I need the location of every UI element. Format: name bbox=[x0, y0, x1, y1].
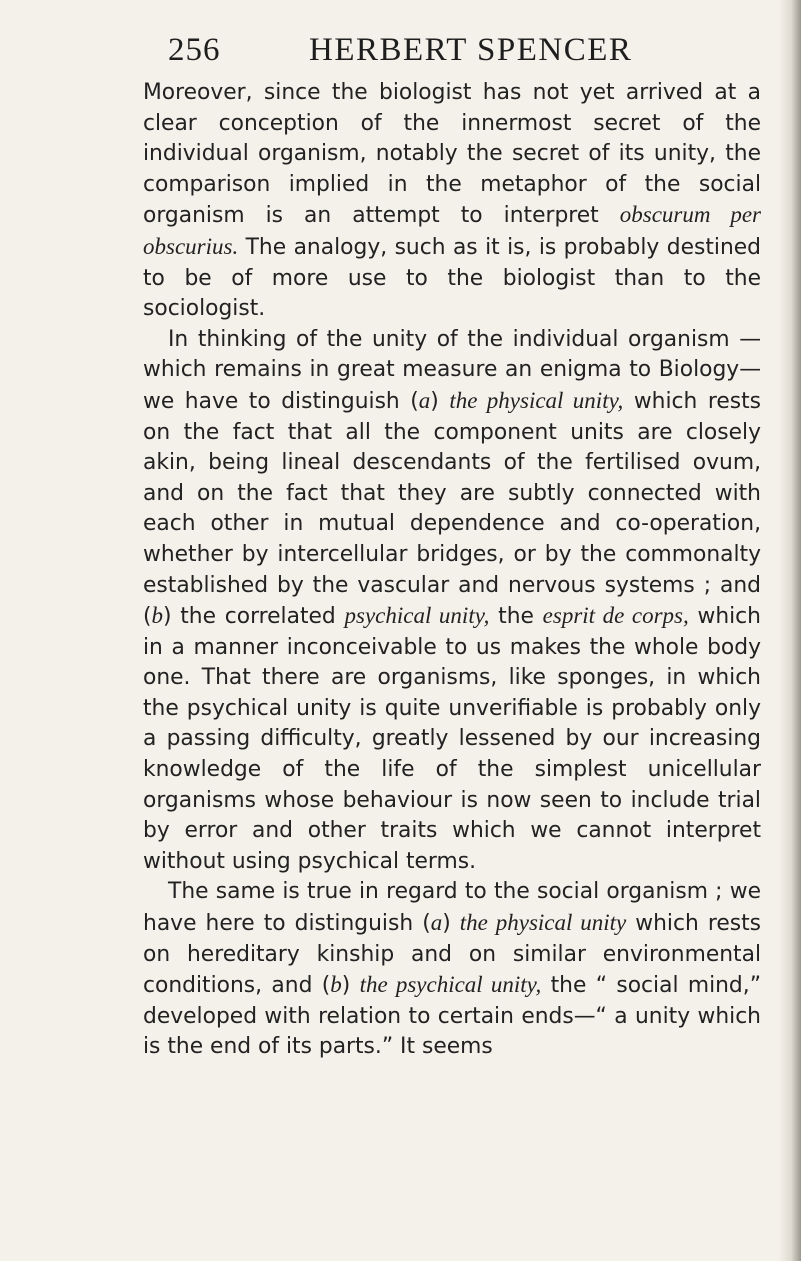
italic-letter: b bbox=[151, 603, 164, 629]
italic-phrase: the physical unity bbox=[459, 910, 627, 936]
running-title: HERBERT SPENCER bbox=[309, 32, 633, 68]
italic-phrase: obscurum per obscurius. bbox=[143, 202, 761, 259]
text-segment: ) bbox=[430, 388, 450, 414]
text-segment: ) bbox=[341, 973, 360, 999]
italic-phrase: esprit de corps, bbox=[542, 603, 689, 629]
text-segment: which rests on the fact that all the component units are closely akin, being lineal descendants of the fertilised ovum, and on the fact that they are subtly connected with each other in mutual dependence and co-operation, whether by intercellular bridges, or by the commonalty established by the vascular and nervous systems ; and ( bbox=[143, 388, 761, 630]
text-segment: Moreover, since the biologist has not yet arrived at a clear conception of the innermost secret of the individual organism, notably the secret of its unity, the comparison implied in the metaphor of the social organism is an attempt to interpret bbox=[143, 80, 761, 229]
text-segment: ) bbox=[442, 911, 460, 937]
page-edge-shadow bbox=[779, 0, 801, 1261]
text-segment: which in a manner inconceivable to us makes the whole body one. That there are organisms, like sponges, in which the psychical unity is quite unverifiable is probably only a passing difficulty, greatly lessened by our increasing knowledge of the life of the simplest unicellular organisms whose behaviour is now seen to include trial by error and other traits which we cannot interpret without using psychical terms. bbox=[143, 604, 761, 874]
text-segment: The same is true in regard to the social organism ; we have here to distinguish ( bbox=[143, 879, 761, 937]
paragraph-3 bbox=[143, 877, 761, 1063]
paragraph-1 bbox=[143, 78, 761, 325]
text-segment: the bbox=[489, 604, 543, 630]
italic-phrase: the physical unity, bbox=[449, 387, 624, 413]
text-segment: the “ social mind,” developed with relation to certain ends—“ a unity which is the end of its parts.” It seems bbox=[143, 973, 761, 1060]
italic-phrase: the psychical unity, bbox=[359, 972, 542, 998]
italic-letter: b bbox=[330, 972, 342, 998]
body-text bbox=[143, 78, 761, 1063]
running-head bbox=[168, 32, 668, 72]
text-segment: ) the correlated bbox=[163, 604, 345, 630]
italic-phrase: psychical unity, bbox=[344, 603, 490, 629]
page-number: 256 bbox=[168, 32, 221, 68]
text-segment: The analogy, such as it is, is probably destined to be of more use to the biologist than to the sociologist. bbox=[143, 234, 761, 322]
italic-letter: a bbox=[418, 387, 431, 413]
paragraph-2 bbox=[143, 325, 761, 878]
text-segment: In thinking of the unity of the individual organism —which remains in great measure an enigma to Biology—we have to distinguish ( bbox=[143, 326, 761, 414]
text-segment: which rests on hereditary kinship and on similar environmental conditions, and ( bbox=[143, 911, 761, 999]
italic-letter: a bbox=[430, 910, 443, 936]
